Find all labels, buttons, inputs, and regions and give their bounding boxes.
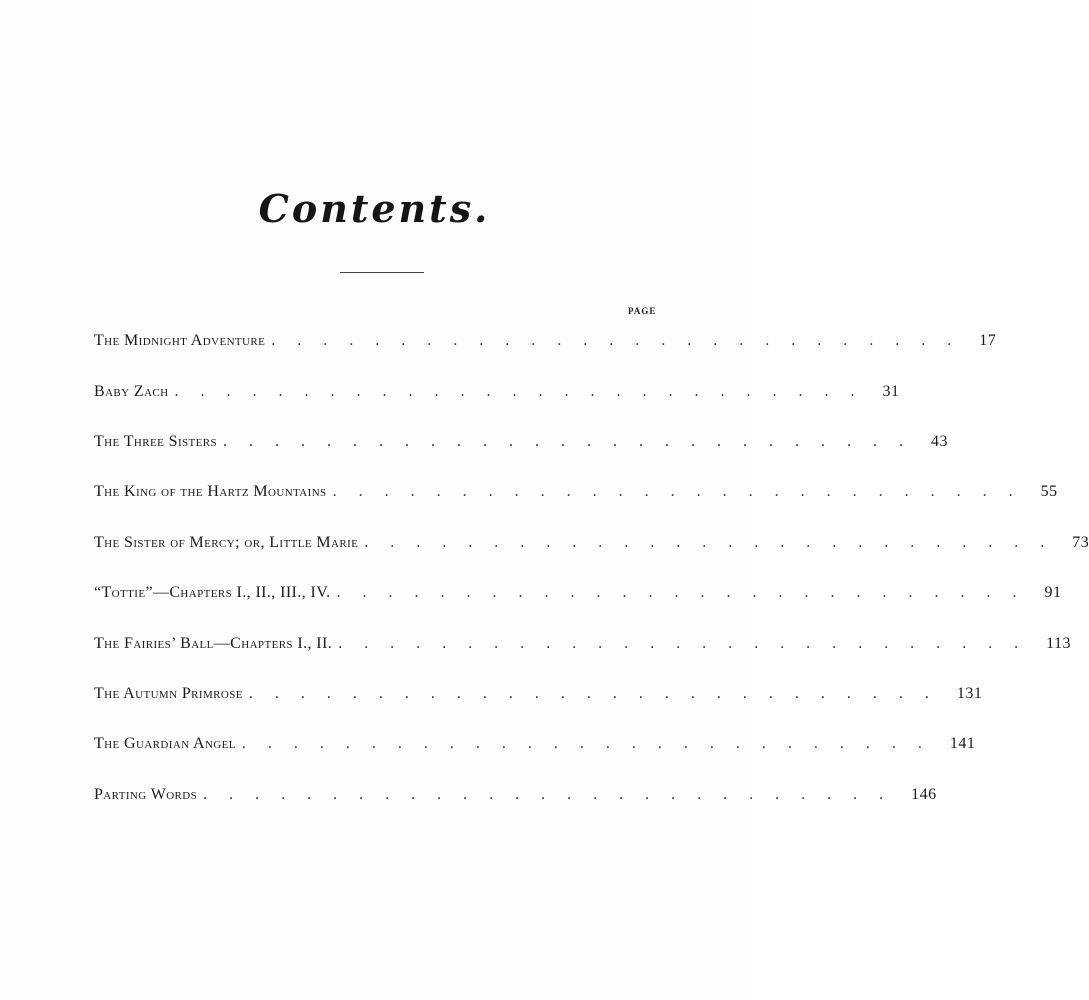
toc-entry-page: 55 — [1040, 483, 1058, 501]
toc-entry-page: 43 — [931, 432, 949, 450]
toc-entry — [94, 467, 1058, 517]
table-of-contents — [94, 316, 1089, 820]
toc-entry — [94, 618, 1072, 668]
toc-entry-page: 131 — [956, 684, 983, 702]
page-title: Contents. — [258, 186, 491, 231]
toc-entry-page: 17 — [979, 332, 997, 350]
toc-entry — [94, 366, 900, 416]
toc-leader-dots: ........................... — [332, 483, 1035, 501]
toc-entry-title: The Three Sisters — [94, 432, 218, 450]
toc-leader-dots: ........................... — [241, 735, 944, 753]
toc-entry-page: 146 — [911, 785, 937, 803]
toc-leader-dots: ........................... — [174, 382, 877, 400]
toc-entry-title: The King of the Hartz Mountains — [94, 483, 327, 501]
toc-entry-title: Baby Zach — [94, 382, 169, 400]
page-column-label: PAGE — [628, 306, 657, 316]
toc-leader-dots: ........................... — [203, 785, 906, 803]
toc-entry-title: The Fairies’ Ball—Chapters I., II. — [94, 634, 333, 652]
toc-entry-page: 73 — [1072, 533, 1089, 551]
toc-entry — [94, 669, 983, 719]
toc-leader-dots: ........................... — [338, 634, 1041, 652]
toc-leader-dots: ........................... — [364, 533, 1067, 551]
toc-leader-dots: ........................... — [271, 332, 974, 350]
toc-leader-dots: ........................... — [223, 432, 926, 450]
toc-entry-title: “Tottie”—Chapters I., II., III., IV. — [94, 584, 331, 602]
toc-entry-page: 91 — [1044, 584, 1062, 602]
toc-entry — [94, 568, 1062, 618]
toc-entry-page: 113 — [1046, 634, 1072, 652]
toc-entry-page: 31 — [882, 382, 900, 400]
toc-entry-title: The Autumn Primrose — [94, 684, 243, 702]
title-divider — [340, 272, 424, 273]
toc-leader-dots: ........................... — [336, 584, 1039, 602]
toc-entry — [94, 417, 949, 467]
toc-leader-dots: ........................... — [248, 684, 951, 702]
toc-entry — [94, 316, 997, 366]
toc-entry — [94, 770, 937, 820]
toc-entry-title: The Guardian Angel — [94, 735, 236, 753]
toc-entry-title: The Sister of Mercy; or, Little Marie — [94, 533, 359, 551]
toc-entry-page: 141 — [949, 735, 976, 753]
toc-entry — [94, 719, 976, 769]
toc-entry-title: The Midnight Adventure — [94, 332, 266, 350]
toc-entry-title: Parting Words — [94, 785, 198, 803]
toc-entry — [94, 518, 1089, 568]
